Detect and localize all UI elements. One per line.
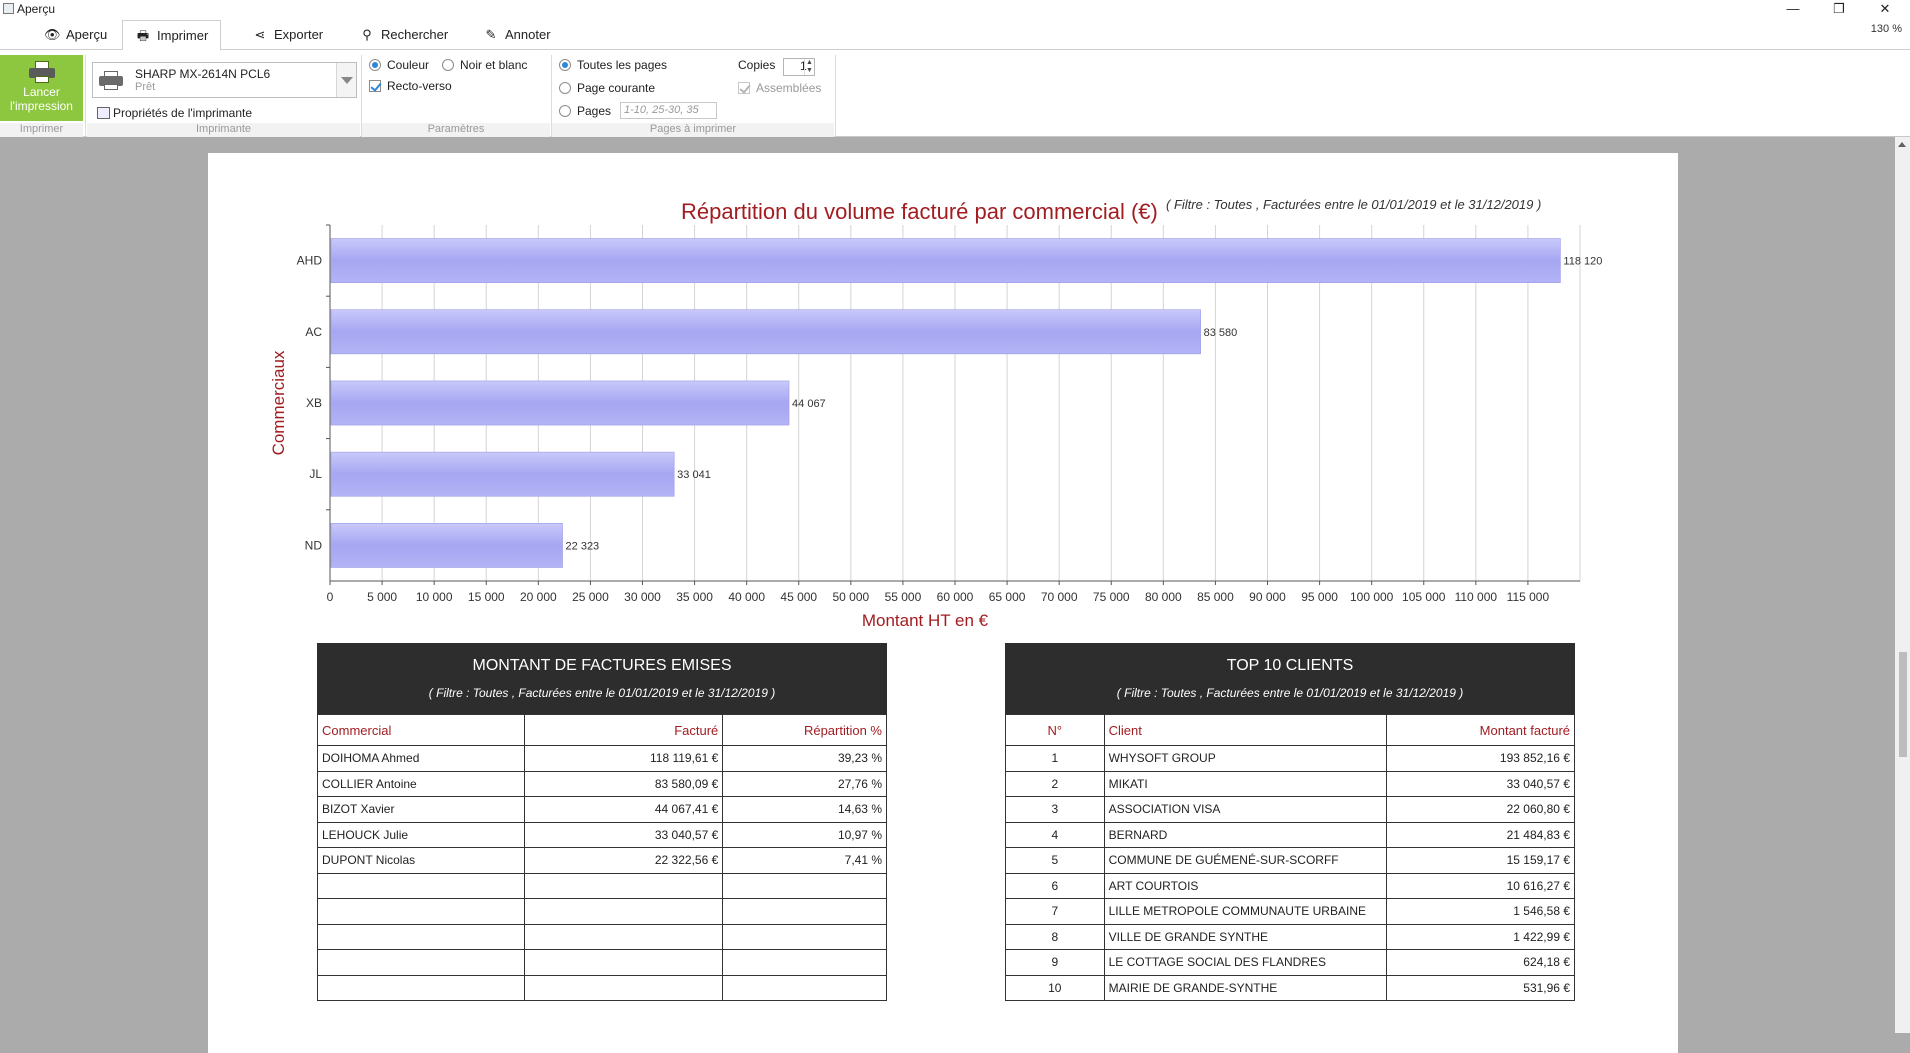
x-tick-label: 55 000 [884,590,922,604]
invoices-table [317,714,887,1001]
scroll-thumb[interactable] [1899,652,1907,757]
page-range-option[interactable] [559,104,611,118]
launch-print-label-1: Lancer [23,85,60,99]
x-tick-label: 5 000 [367,590,398,604]
y-tick-label: XB [305,396,322,410]
x-tick-label: 35 000 [676,590,713,604]
collate-checkbox[interactable] [738,82,750,94]
table-row [318,746,887,772]
invoices-table-block [317,643,887,1001]
table-cell: 4 [1006,822,1105,848]
tab-label: Aperçu [66,27,108,42]
table-cell [318,950,525,976]
table-row [318,950,887,976]
table-cell: LEHOUCK Julie [318,822,525,848]
pencil-icon: ✎ [485,27,497,42]
x-tick-label: 40 000 [728,590,766,604]
table-cell: 10 616,27 € [1386,873,1574,899]
top-clients-table-filter: ( Filtre : Toutes , Facturées entre le 01/01/2019 et le 31/12/2019 ) [1116,686,1464,700]
printer-icon: 🖶 [136,28,150,43]
bar-chart [208,153,1678,643]
preview-area [0,137,1895,1033]
color-option[interactable] [369,58,429,72]
table-cell: VILLE DE GRANDE SYNTHE [1104,924,1386,950]
y-tick-label: AHD [296,253,322,268]
table-cell: 39,23 % [723,746,887,772]
invoices-table-title: MONTANT DE FACTURES EMISES [472,657,732,674]
table-cell: 10 [1006,975,1105,1001]
bar-value-label: 22 323 [565,540,600,553]
table-cell [318,899,525,925]
printer-properties-link[interactable] [97,106,252,120]
ribbon [0,50,1910,137]
x-tick-label: 95 000 [1301,590,1338,604]
table-cell [723,873,887,899]
x-tick-label: 15 000 [467,590,505,604]
group-label-pages: Pages à imprimer [552,123,834,137]
table-cell: 624,18 € [1386,950,1574,976]
bar-value-label: 118 120 [1563,255,1603,268]
group-separator [835,55,836,137]
x-tick-label: 60 000 [936,590,974,604]
x-tick-label: 80 000 [1144,590,1182,604]
invoices-table-filter: ( Filtre : Toutes , Facturées entre le 01/01/2019 et le 31/12/2019 ) [428,686,776,700]
table-row [318,924,887,950]
table-cell: 193 852,16 € [1386,746,1574,772]
table-cell [524,950,723,976]
table-cell: 44 067,41 € [524,797,723,823]
printer-icon [99,71,123,91]
y-tick-label: ND [304,538,322,553]
table-cell: 2 [1006,771,1105,797]
column-header: Montant facturé [1386,715,1574,746]
table-cell [318,924,525,950]
x-tick-label: 50 000 [832,590,870,604]
bw-label: Noir et blanc [460,58,528,72]
chart-title: Répartition du volume facturé par commercial (€) [681,199,1158,224]
printer-select[interactable] [92,62,357,98]
share-icon: ⋖ [254,27,266,42]
table-row [1006,848,1575,874]
duplex-label: Recto-verso [387,79,452,93]
tab-strip [0,20,1910,50]
table-cell [723,975,887,1001]
table-cell: MAIRIE DE GRANDE-SYNTHE [1104,975,1386,1001]
tab-annoter[interactable] [471,20,563,50]
table-cell: ART COURTOIS [1104,873,1386,899]
table-cell: 33 040,57 € [524,822,723,848]
x-axis-title: Montant HT en € [861,611,989,630]
x-tick-label: 110 000 [1454,590,1498,604]
x-tick-label: 85 000 [1197,590,1234,604]
x-tick-label: 30 000 [624,590,661,604]
x-tick-label: 25 000 [572,590,609,604]
page-range-input[interactable]: 1-10, 25-30, 35 [620,102,717,119]
color-label: Couleur [387,58,430,72]
table-cell: 33 040,57 € [1386,771,1574,797]
table-cell: 1 [1006,746,1105,772]
bw-option[interactable] [442,58,527,72]
column-header: Répartition % [723,715,887,746]
bw-radio[interactable] [442,59,454,71]
current-page-label: Page courante [577,81,656,95]
bar-xb [331,381,789,425]
table-cell: WHYSOFT GROUP [1104,746,1386,772]
table-cell: COLLIER Antoine [318,771,525,797]
page-range-radio[interactable] [559,105,571,117]
y-tick-label: AC [305,324,322,339]
copies-value: 1 [800,59,807,73]
launch-print-button[interactable] [0,55,83,121]
properties-icon [97,107,110,119]
x-tick-label: 75 000 [1092,590,1130,604]
printer-status: Prêt [135,81,156,93]
table-row [318,848,887,874]
x-tick-label: 0 [326,590,334,604]
table-cell: 5 [1006,848,1105,874]
chevron-down-icon[interactable] [336,63,356,97]
invoices-table-header [317,643,887,714]
table-cell: BIZOT Xavier [318,797,525,823]
table-row [318,771,887,797]
table-cell: ASSOCIATION VISA [1104,797,1386,823]
table-row [1006,873,1575,899]
bar-jl [331,452,674,496]
x-tick-label: 100 000 [1349,590,1394,604]
restore-button[interactable]: ❐ [1833,1,1845,16]
table-row [318,873,887,899]
column-header: Commercial [318,715,525,746]
table-cell: 6 [1006,873,1105,899]
table-cell: LILLE METROPOLE COMMUNAUTE URBAINE [1104,899,1386,925]
table-cell: 1 546,58 € [1386,899,1574,925]
bar-ac [331,310,1201,354]
chart-filter: ( Filtre : Toutes , Facturées entre le 01/01/2019 et le 31/12/2019 ) [1166,197,1542,212]
group-label-print: Imprimer [0,123,83,137]
current-page-option[interactable] [559,81,655,95]
column-header: N° [1006,715,1105,746]
tab-imprimer[interactable] [122,20,221,51]
group-label-params: Paramètres [362,123,550,137]
x-tick-label: 45 000 [780,590,818,604]
scroll-up-icon[interactable] [1898,142,1906,147]
table-cell [524,975,723,1001]
x-tick-label: 70 000 [1040,590,1078,604]
table-row [1006,746,1575,772]
tab-label: Rechercher [381,27,449,42]
zoom-level: 130 % [1870,23,1902,35]
report-page [208,153,1678,1053]
table-row [1006,899,1575,925]
x-tick-label: 90 000 [1249,590,1286,604]
launch-print-label-2: l'impression [10,99,73,113]
table-cell: 21 484,83 € [1386,822,1574,848]
table-cell: 83 580,09 € [524,771,723,797]
spin-arrows-icon[interactable]: ▲ ▼ [804,59,814,75]
table-cell: 27,76 % [723,771,887,797]
tab-apercu[interactable] [32,20,119,50]
top-clients-table [1005,714,1575,1001]
search-icon: ⚲ [362,27,372,42]
table-cell: MIKATI [1104,771,1386,797]
close-button[interactable]: ✕ [1879,1,1891,16]
table-row [1006,975,1575,1001]
x-tick-label: 65 000 [988,590,1026,604]
all-pages-radio[interactable] [559,59,571,71]
column-header: Facturé [524,715,723,746]
table-row [1006,924,1575,950]
collate-label: Assemblées [756,81,822,95]
duplex-option[interactable] [369,79,452,93]
printer-icon [29,61,55,83]
table-cell [723,924,887,950]
printer-name: SHARP MX-2614N PCL6 [135,67,271,81]
window-title: Aperçu [17,2,56,16]
table-row [1006,797,1575,823]
table-cell: 118 119,61 € [524,746,723,772]
table-cell: 9 [1006,950,1105,976]
printer-properties-label: Propriétés de l'imprimante [113,106,253,120]
tab-label: Imprimer [157,28,209,43]
table-cell: DOIHOMA Ahmed [318,746,525,772]
color-radio[interactable] [369,59,381,71]
top-clients-table-header [1005,643,1575,714]
tab-label: Annoter [505,27,551,42]
bar-nd [331,523,563,567]
table-cell: 10,97 % [723,822,887,848]
column-header: Client [1104,715,1386,746]
table-cell [524,899,723,925]
bar-value-label: 33 041 [677,469,711,482]
minimize-button[interactable]: — [1786,1,1800,16]
copies-label: Copies [738,58,776,72]
top-clients-table-block [1005,643,1575,1001]
table-row [1006,822,1575,848]
table-cell: 8 [1006,924,1105,950]
table-cell: 22 060,80 € [1386,797,1574,823]
all-pages-label: Toutes les pages [577,58,668,72]
table-row [318,899,887,925]
vertical-scrollbar[interactable] [1895,137,1910,1033]
group-label-printer: Imprimante [87,123,360,137]
table-cell [524,924,723,950]
table-cell: 7,41 % [723,848,887,874]
current-page-radio[interactable] [559,82,571,94]
group-separator [85,55,86,137]
duplex-checkbox[interactable] [369,80,381,92]
table-cell: LE COTTAGE SOCIAL DES FLANDRES [1104,950,1386,976]
x-tick-label: 115 000 [1506,590,1550,604]
table-cell: 7 [1006,899,1105,925]
all-pages-option[interactable] [559,58,667,72]
table-row [1006,771,1575,797]
tab-label: Exporter [274,27,324,42]
x-tick-label: 10 000 [415,590,453,604]
table-cell [524,873,723,899]
title-bar [0,0,1910,20]
table-row [318,797,887,823]
table-cell: 15 159,17 € [1386,848,1574,874]
copies-stepper[interactable] [783,58,815,76]
top-clients-table-title: TOP 10 CLIENTS [1226,657,1354,674]
table-cell [723,950,887,976]
table-cell [318,873,525,899]
page-range-label: Pages [577,104,612,118]
x-tick-label: 105 000 [1402,590,1446,604]
table-cell [723,899,887,925]
bar-value-label: 44 067 [792,398,826,410]
table-row [318,822,887,848]
table-cell: COMMUNE DE GUÉMENÉ-SUR-SCORFF [1104,848,1386,874]
bar-ahd [331,239,1560,283]
bar-value-label: 83 580 [1203,326,1238,339]
table-cell: BERNARD [1104,822,1386,848]
y-tick-label: JL [309,467,322,482]
collate-option[interactable] [738,81,821,95]
table-cell: 3 [1006,797,1105,823]
table-cell: 531,96 € [1386,975,1574,1001]
eye-icon: 👁 [44,27,61,42]
x-tick-label: 20 000 [519,590,557,604]
tab-exporter[interactable] [240,20,335,50]
table-cell: DUPONT Nicolas [318,848,525,874]
tab-rechercher[interactable] [347,20,460,50]
table-row [318,975,887,1001]
app-icon [3,3,14,14]
table-cell: 22 322,56 € [524,848,723,874]
table-cell [318,975,525,1001]
table-cell: 14,63 % [723,797,887,823]
table-row [1006,950,1575,976]
y-axis-title: Commerciaux [269,350,288,456]
table-cell: 1 422,99 € [1386,924,1574,950]
